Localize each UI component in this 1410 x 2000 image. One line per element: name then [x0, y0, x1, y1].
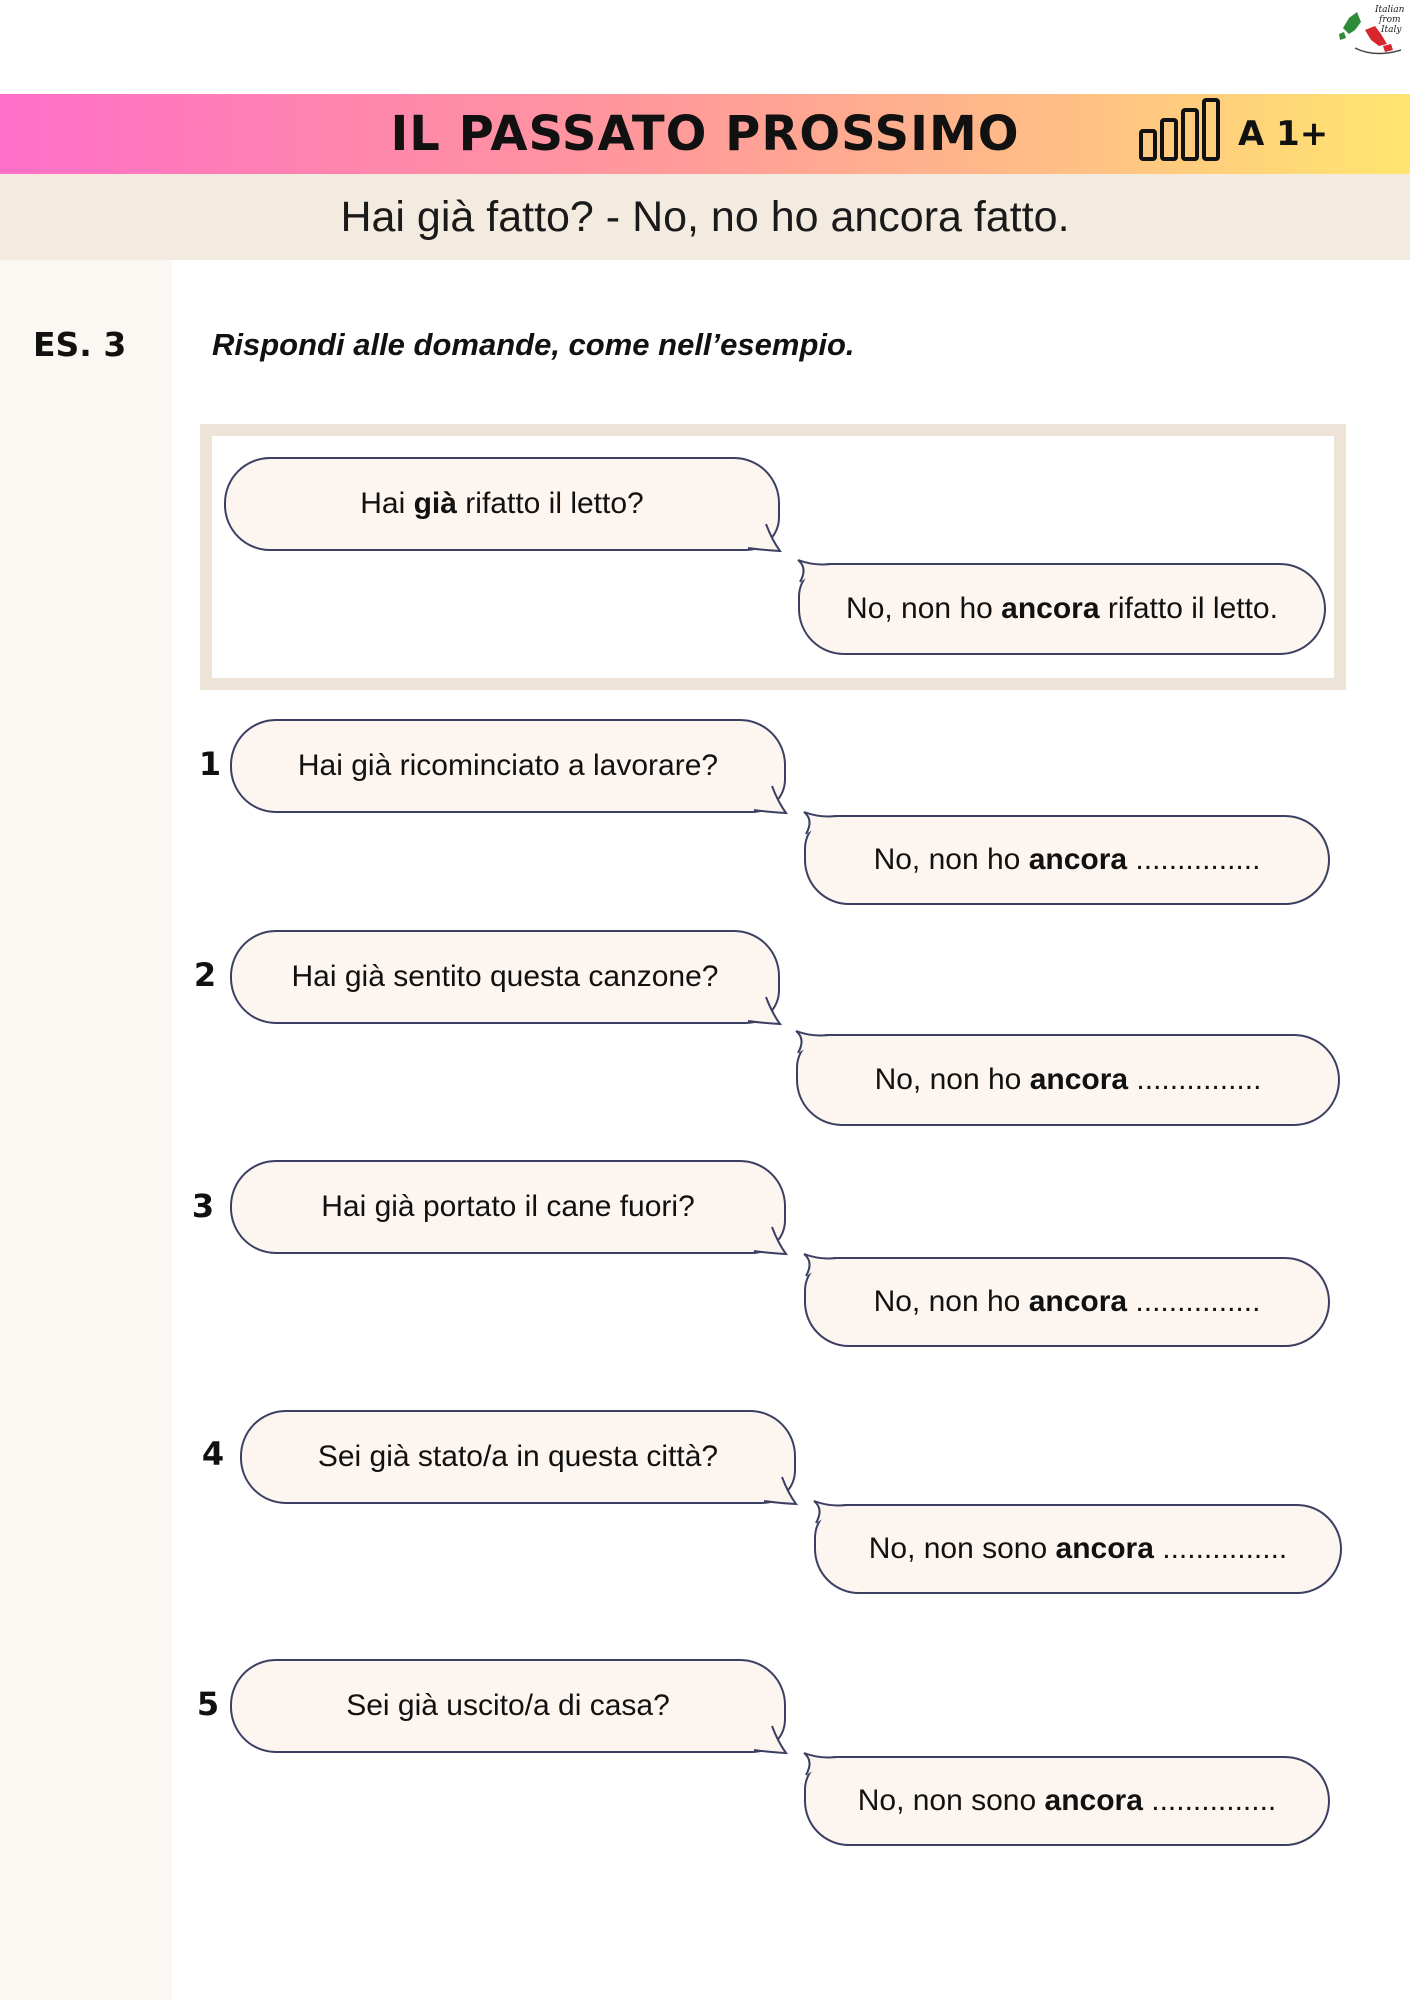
item-number-5: 5 [196, 1685, 220, 1723]
example-question-tail [740, 520, 800, 560]
item-number-2: 2 [193, 956, 217, 994]
level-label: A 1+ [1238, 114, 1329, 154]
answer-bubble-2 [796, 1034, 1340, 1126]
question-text-4: Sei già stato/a in questa città? [317, 1440, 719, 1473]
answer-text-2: No, non ho ancora ............... [874, 1063, 1262, 1096]
question-text-2: Hai già sentito questa canzone? [291, 960, 719, 993]
question-bubble-1 [230, 719, 786, 813]
answer-tail-2 [788, 1027, 848, 1067]
answer-text-1: No, non ho ancora ............... [873, 843, 1261, 876]
exercise-instruction: Rispondi alle domande, come nell’esempio. [212, 327, 855, 362]
example-answer-bubble [798, 563, 1326, 655]
answer-tail-5 [796, 1749, 856, 1789]
side-stripe [0, 260, 172, 2000]
answer-bubble-5 [804, 1756, 1330, 1846]
svg-text:from: from [1379, 15, 1401, 25]
subtitle-band [0, 174, 1410, 260]
page-subtitle: Hai già fatto? - No, no ho ancora fatto. [340, 193, 1070, 241]
question-text-3: Hai già portato il cane fuori? [321, 1190, 695, 1223]
question-text-1: Hai già ricominciato a lavorare? [297, 749, 719, 782]
answer-text-4: No, non sono ancora ............... [868, 1532, 1288, 1565]
item-number-3: 3 [191, 1187, 215, 1225]
question-bubble-2 [230, 930, 780, 1024]
question-bubble-4 [240, 1410, 796, 1504]
answer-text-5: No, non sono ancora ............... [857, 1784, 1277, 1817]
example-answer-text: No, non ho ancora rifatto il letto. [846, 592, 1278, 625]
exercise-number: ES. 3 [33, 325, 127, 364]
answer-bubble-1 [804, 815, 1330, 905]
italian-from-italy-logo [1335, 0, 1410, 60]
example-answer-tail [790, 556, 850, 596]
answer-tail-1 [796, 808, 856, 848]
answer-tail-4 [806, 1497, 866, 1537]
example-question-text: Hai già rifatto il letto? [360, 487, 644, 520]
answer-bubble-3 [804, 1257, 1330, 1347]
answer-bubble-4 [814, 1504, 1342, 1594]
svg-text:Italy: Italy [1381, 25, 1402, 35]
question-bubble-3 [230, 1160, 786, 1254]
question-text-5: Sei già uscito/a di casa? [346, 1689, 670, 1722]
item-number-1: 1 [198, 745, 222, 783]
answer-tail-3 [796, 1250, 856, 1290]
item-number-4: 4 [201, 1435, 225, 1473]
answer-text-3: No, non ho ancora ............... [873, 1285, 1261, 1318]
page-title: IL PASSATO PROSSIMO [390, 106, 1020, 162]
example-question-bubble [224, 457, 780, 551]
question-bubble-5 [230, 1659, 786, 1753]
bar-chart-icon [1138, 98, 1228, 164]
svg-text:Italian: Italian [1375, 5, 1405, 15]
